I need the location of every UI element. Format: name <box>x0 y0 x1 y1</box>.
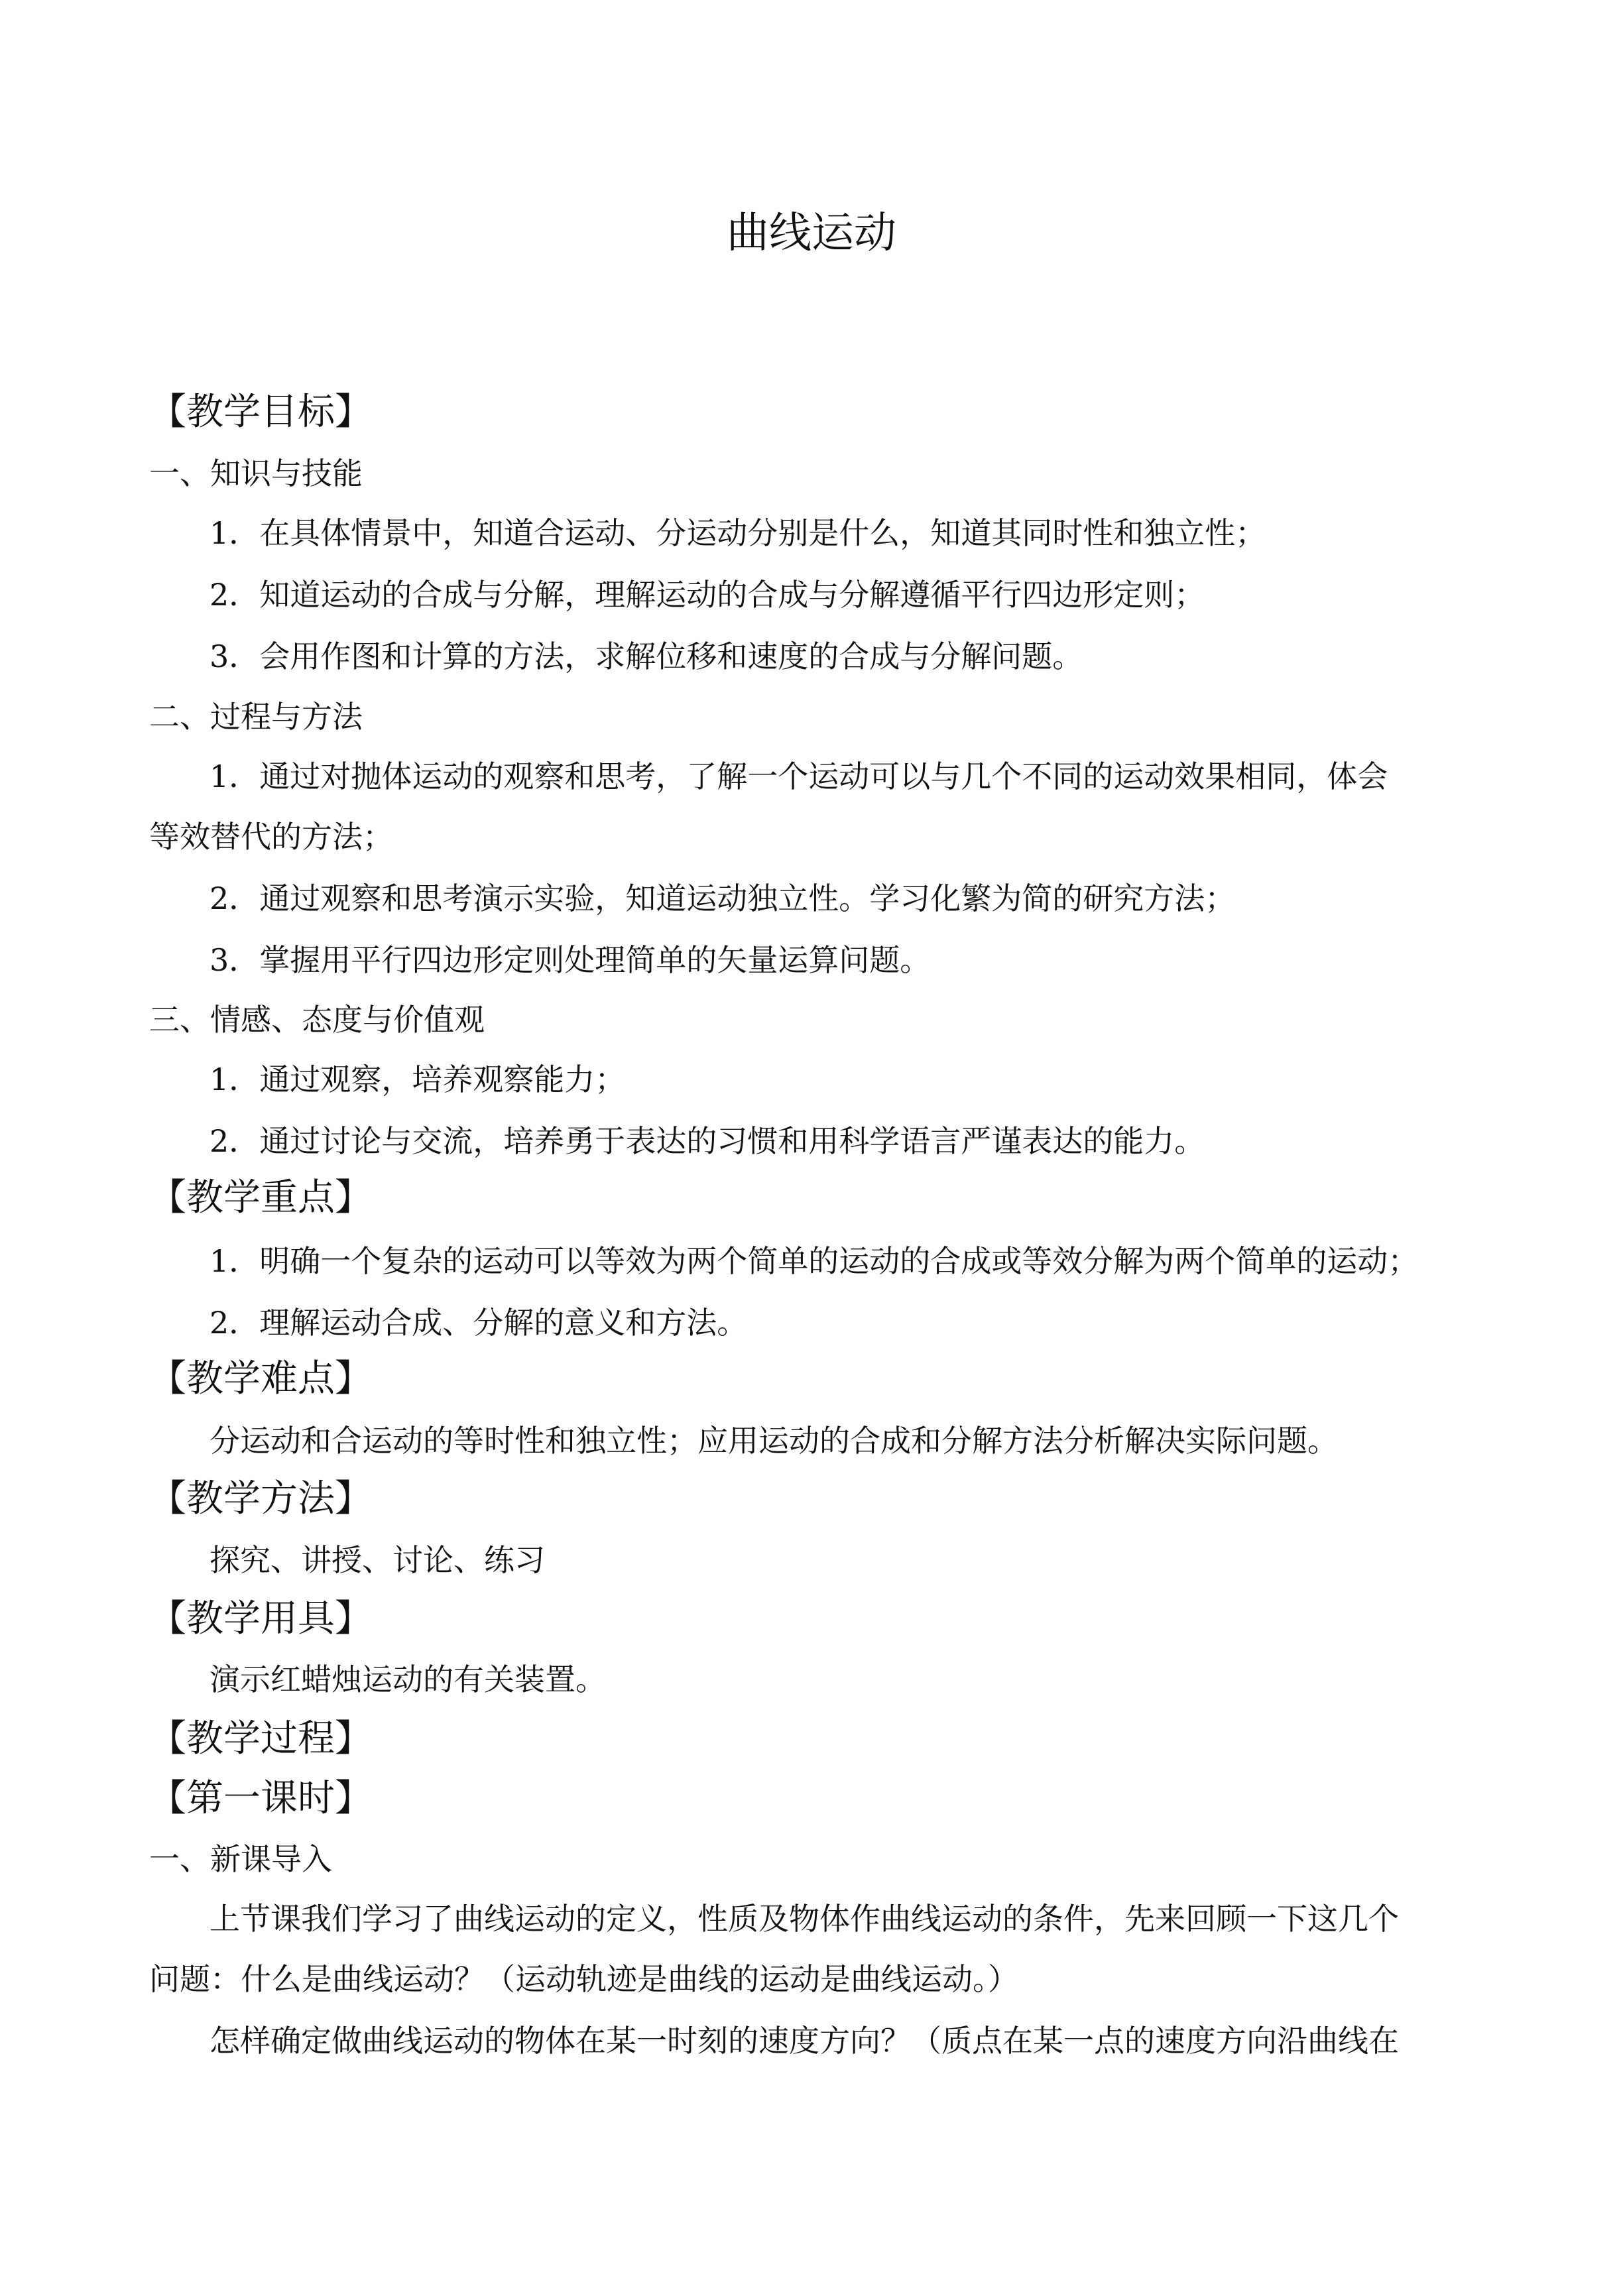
list-item: 3．掌握用平行四边形定则处理简单的矢量运算问题。 <box>210 942 931 978</box>
section-heading-lesson-one: 【第一课时】 <box>149 1777 372 1820</box>
paragraph-continuation: 问题：什么是曲线运动？（运动轨迹是曲线的运动是曲线运动。） <box>149 1961 1018 1997</box>
paragraph: 探究、讲授、讨论、练习 <box>210 1542 545 1578</box>
list-item: 2．通过观察和思考演示实验，知道运动独立性。学习化繁为简的研究方法； <box>210 880 1236 916</box>
section-heading-key-points: 【教学重点】 <box>149 1176 372 1219</box>
page-title: 曲线运动 <box>727 209 896 258</box>
list-item: 2．知道运动的合成与分解，理解运动的合成与分解遵循平行四边形定则； <box>210 577 1205 613</box>
list-item: 2．通过讨论与交流，培养勇于表达的习惯和用科学语言严谨表达的能力。 <box>210 1123 1205 1159</box>
subsection-label-attitude: 三、情感、态度与价值观 <box>149 1002 485 1038</box>
paragraph: 演示红蜡烛运动的有关装置。 <box>210 1662 606 1697</box>
list-item: 3．会用作图和计算的方法，求解位移和速度的合成与分解问题。 <box>210 638 1083 674</box>
paragraph: 上节课我们学习了曲线运动的定义，性质及物体作曲线运动的条件，先来回顾一下这几个 <box>210 1901 1399 1937</box>
section-heading-methods: 【教学方法】 <box>149 1477 372 1520</box>
paragraph: 怎样确定做曲线运动的物体在某一时刻的速度方向？（质点在某一点的速度方向沿曲线在 <box>210 2023 1399 2059</box>
subsection-label-knowledge: 一、知识与技能 <box>149 455 363 491</box>
subsection-label-process: 二、过程与方法 <box>149 699 363 735</box>
section-heading-tools: 【教学用具】 <box>149 1597 372 1640</box>
section-heading-goals: 【教学目标】 <box>149 391 372 434</box>
list-item: 1．通过观察，培养观察能力； <box>210 1061 626 1097</box>
subsection-label-intro: 一、新课导入 <box>149 1841 332 1877</box>
list-item: 2．理解运动合成、分解的意义和方法。 <box>210 1305 748 1341</box>
list-item-continuation: 等效替代的方法； <box>149 819 393 855</box>
section-heading-difficulties: 【教学难点】 <box>149 1357 372 1400</box>
list-item: 1．明确一个复杂的运动可以等效为两个简单的运动的合成或等效分解为两个简单的运动； <box>210 1243 1419 1279</box>
list-item: 1．通过对抛体运动的观察和思考，了解一个运动可以与几个不同的运动效果相同，体会 <box>210 758 1388 794</box>
list-item: 1．在具体情景中，知道合运动、分运动分别是什么，知道其同时性和独立性； <box>210 515 1266 551</box>
paragraph: 分运动和合运动的等时性和独立性；应用运动的合成和分解方法分析解决实际问题。 <box>210 1423 1338 1459</box>
section-heading-process: 【教学过程】 <box>149 1717 372 1760</box>
